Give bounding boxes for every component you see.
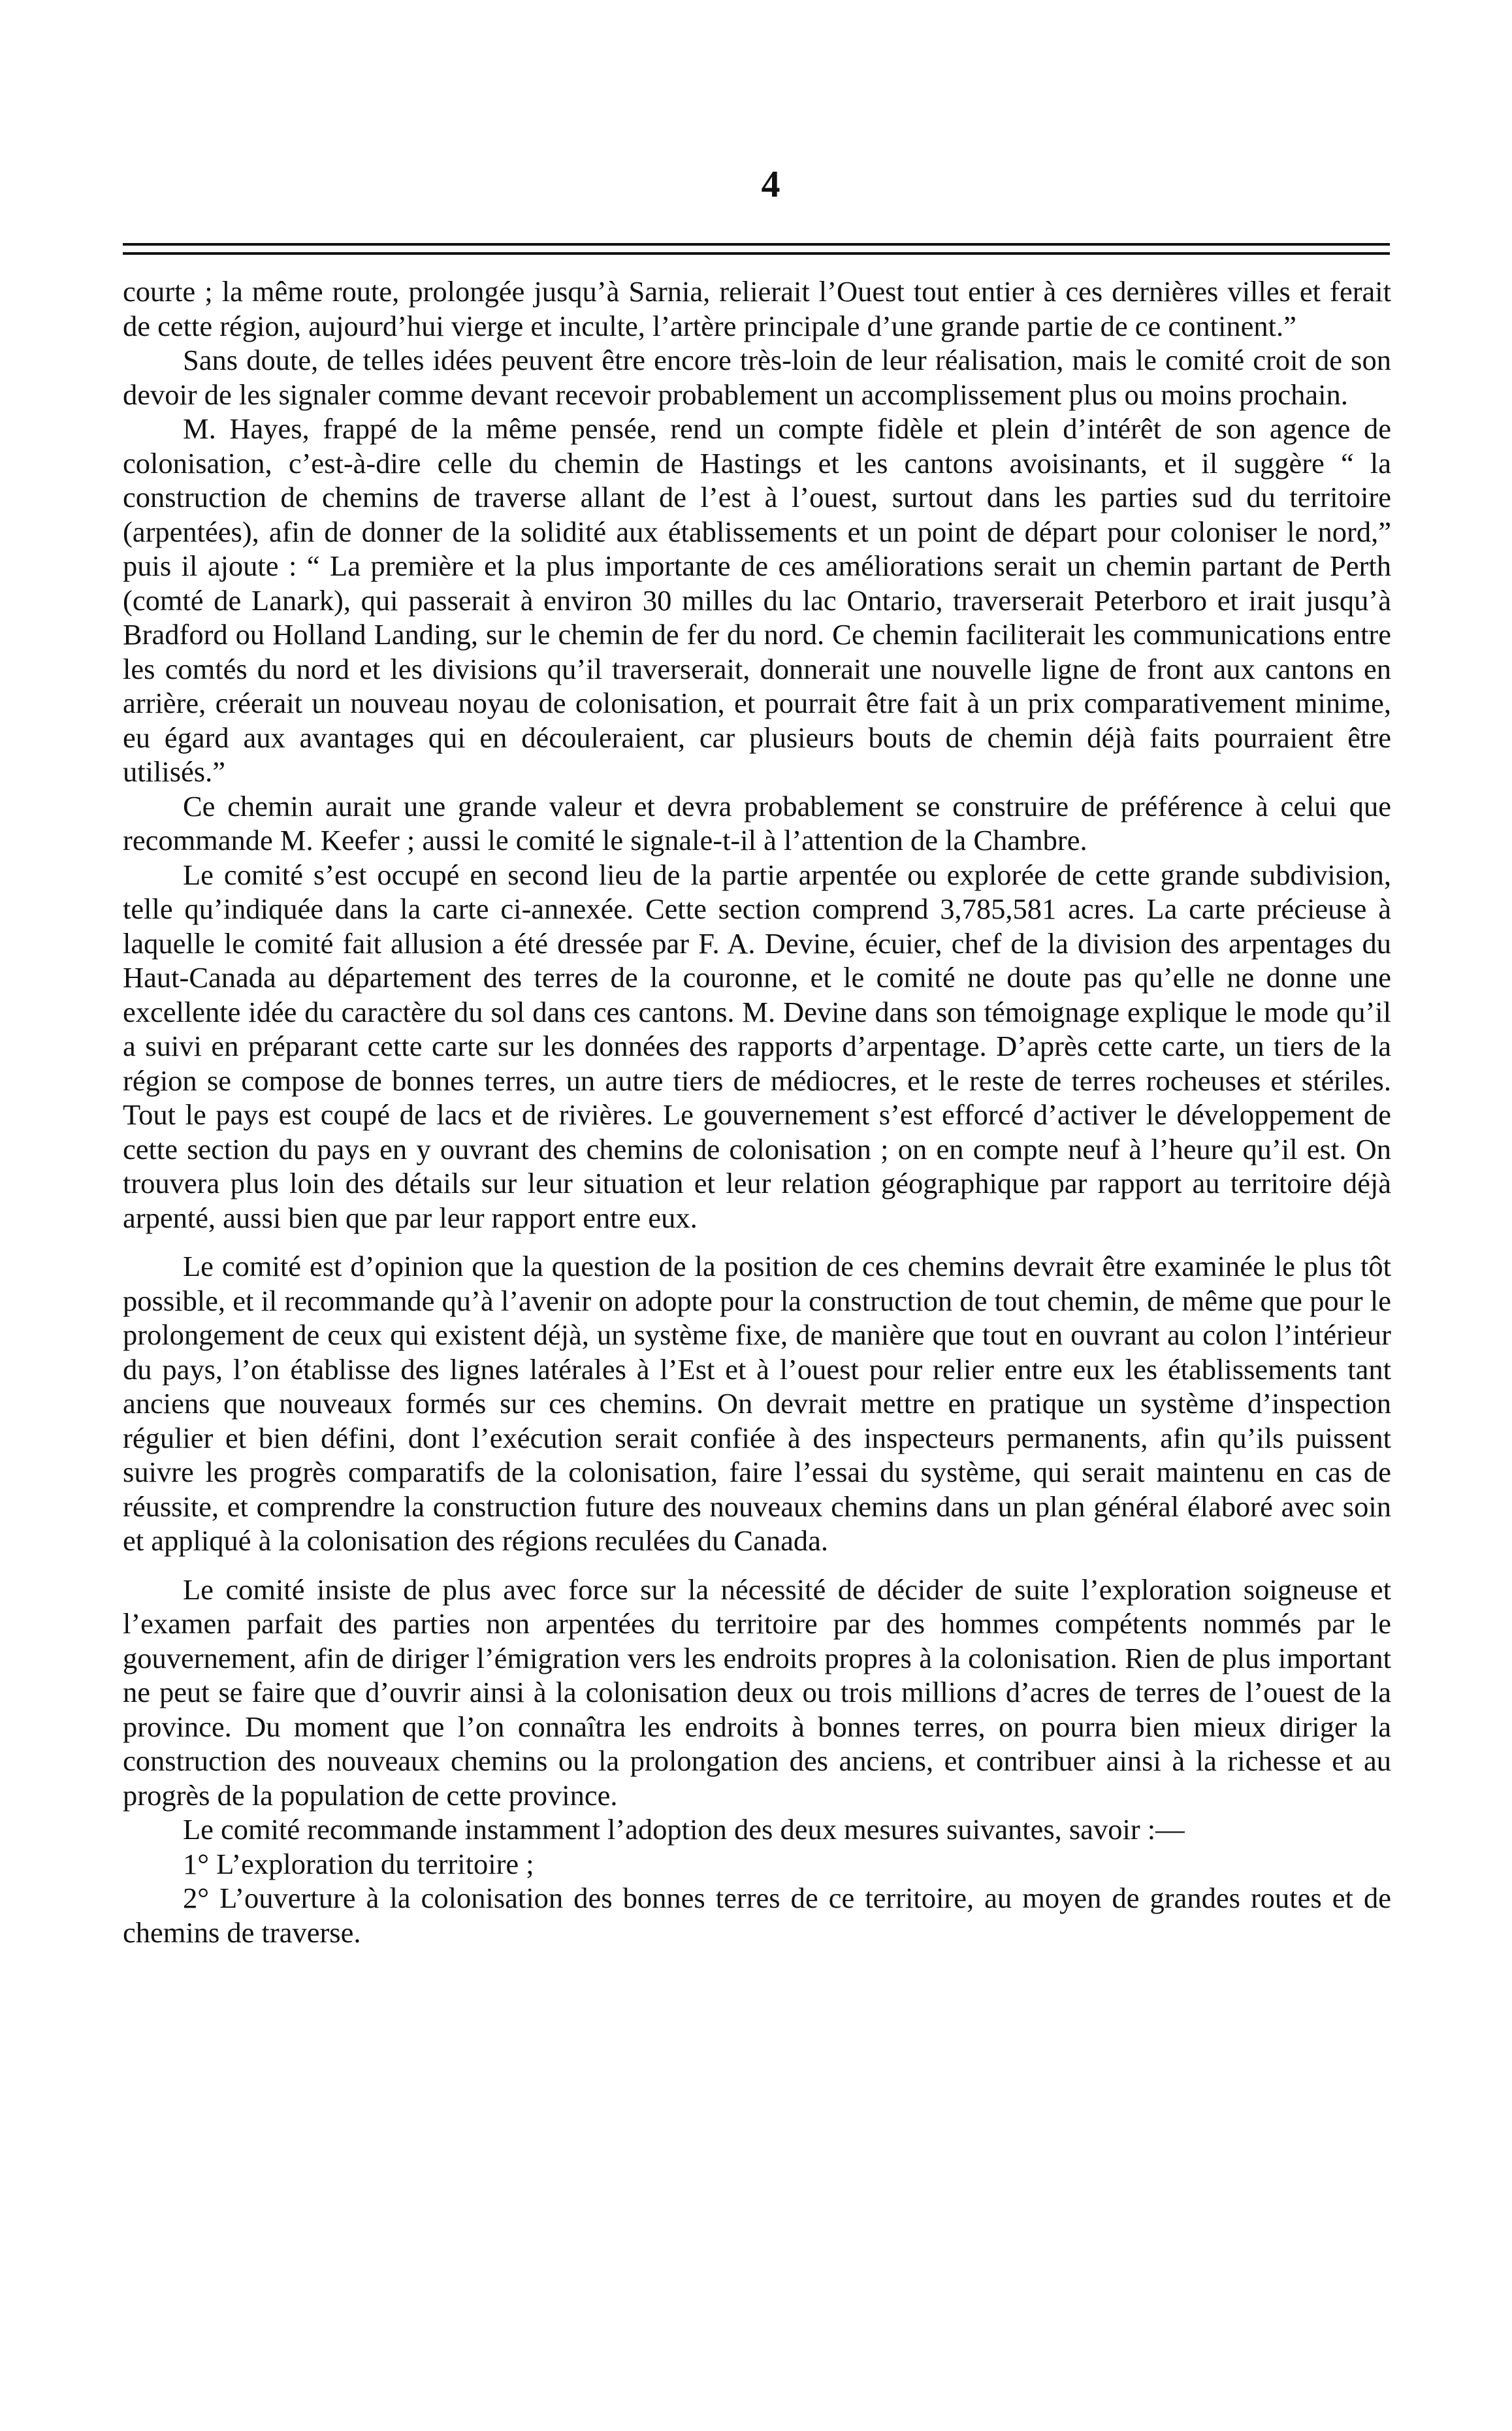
paragraph: Le comité est d’opinion que la question de la position de ces chemins devrait être examinée le plus tôt possible, et il recommande qu’à l’avenir on adopte pour la construction de tout chemin, de même que pour le prolongement de ceux qui existent déjà, un système fixe, de manière que tout en ouvrant au colon l’intérieur du pays, l’on établisse des lignes latérales à l’Est et à l’ouest pour relier entre eux les établissements tant anciens que nouveaux formés sur ces chemins. On devrait mettre en pratique un système d’inspection régulier et bien défini, dont l’exécution serait confiée à des inspecteurs permanents, afin qu’ils puissent suivre les progrès comparatifs de la colonisation, faire l’essai du système, qui serait maintenu en cas de réussite, et comprendre la construction future des nouveaux chemins dans un plan général élaboré avec soin et appliqué à la colonisation des régions reculées du Canada. — [123, 1250, 1391, 1557]
paragraph: Ce chemin aurait une grande valeur et devra probablement se construire de préférence à celui que recommande M. Keefer ; aussi le comité le signale-t-il à l’attention de la Chambre. — [123, 789, 1391, 857]
paragraph: M. Hayes, frappé de la même pensée, rend un compte fidèle et plein d’intérêt de son agence de colonisation, c’est-à-dire celle du chemin de Hastings et les cantons avoisinants, et il suggère “ la construction de chemins de traverse allant de l’est à l’ouest, surtout dans les parties sud du territoire (arpentées), afin de donner de la solidité aux établissements et un point de départ pour coloniser le nord,” puis il ajoute : “ La première et la plus importante de ces améliorations serait un chemin partant de Perth (comté de Lanark), qui passerait à environ 30 milles du lac Ontario, traverserait Peterboro et irait jusqu’à Bradford ou Holland Landing, sur le chemin de fer du nord. Ce chemin faciliterait les communications entre les comtés du nord et les divisions qu’il traverserait, donnerait une nouvelle ligne de front aux cantons en arrière, créerait un nouveau noyau de colonisation, et pourrait être fait à un prix comparativement minime, eu égard aux avantages qui en découleraient, car plusieurs bouts de chemin déjà faits pourraient être utilisés.” — [123, 412, 1391, 788]
header-rule-bottom — [123, 252, 1390, 255]
body-text — [123, 274, 1391, 1950]
paragraph: Sans doute, de telles idées peuvent être encore très-loin de leur réalisation, mais le comité croit de son devoir de les signaler comme devant recevoir probablement un accomplissement plus ou moins prochain. — [123, 344, 1391, 411]
header-rule-top — [123, 243, 1390, 246]
list-item: 1° L’exploration du territoire ; — [183, 1847, 534, 1880]
paragraph: Le comité s’est occupé en second lieu de la partie arpentée ou explorée de cette grande subdivision, telle qu’indiquée dans la carte ci-annexée. Cette section comprend 3,785,581 acres. La carte précieuse à laquelle le comité fait allusion a été dressée par F. A. Devine, écuier, chef de la division des arpentages du Haut-Canada au département des terres de la couronne, et le comité ne doute pas qu’elle ne donne une excellente idée du caractère du sol dans ces cantons. M. Devine dans son témoignage explique le mode qu’il a suivi en préparant cette carte sur les données des rapports d’arpentage. D’après cette carte, un tiers de la région se compose de bonnes terres, un autre tiers de médiocres, et le reste de terres rocheuses et stériles. Tout le pays est coupé de lacs et de rivières. Le gouvernement s’est efforcé d’activer le développement de cette section du pays en y ouvrant des chemins de colonisation ; on en compte neuf à l’heure qu’il est. On trouvera plus loin des détails sur leur situation et leur relation géographique par rapport au territoire déjà arpenté, aussi bien que par leur rapport entre eux. — [123, 858, 1391, 1234]
page-number: 4 — [761, 163, 780, 205]
paragraph: courte ; la même route, prolongée jusqu’à Sarnia, relierait l’Ouest tout entier à ces dernières villes et ferait de cette région, aujourd’hui vierge et inculte, l’artère principale d’une grande partie de ce continent.” — [123, 275, 1391, 342]
list-item: 2° L’ouverture à la colonisation des bonnes terres de ce territoire, au moyen de grandes routes et de chemins de traverse. — [123, 1882, 1391, 1949]
paragraph: Le comité recommande instamment l’adoption des deux mesures suivantes, savoir :— — [183, 1813, 1185, 1846]
paragraph: Le comité insiste de plus avec force sur la nécessité de décider de suite l’exploration soigneuse et l’examen parfait des parties non arpentées du territoire par des hommes compétents nommés par le gouvernement, afin de diriger l’émigration vers les endroits propres à la colonisation. Rien de plus important ne peut se faire que d’ouvrir ainsi à la colonisation deux ou trois millions d’acres de terres de l’ouest de la province. Du moment que l’on connaîtra les endroits à bonnes terres, on pourra bien mieux diriger la construction des nouveaux chemins ou la prolongation des anciens, et contribuer ainsi à la richesse et au progrès de la population de cette province. — [123, 1573, 1391, 1812]
